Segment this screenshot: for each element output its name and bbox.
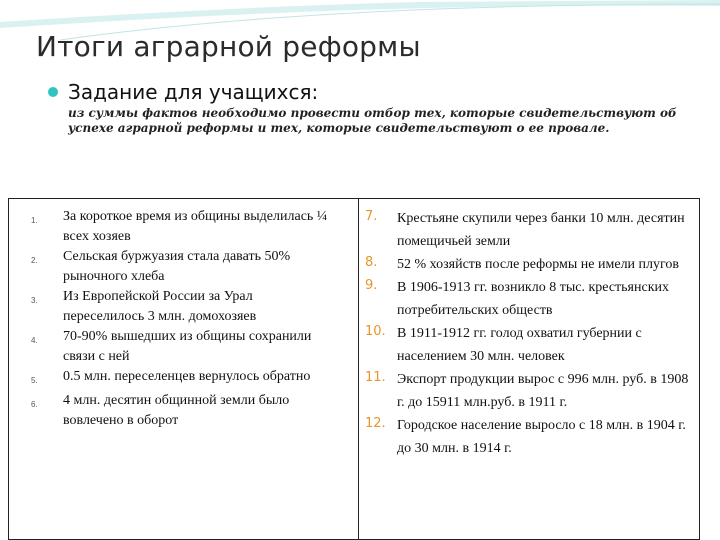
item-number: 1. <box>31 216 38 225</box>
item-number: 11. <box>365 370 386 385</box>
list-item <box>9 287 358 327</box>
list-item <box>359 253 699 276</box>
item-number: 5. <box>31 376 38 385</box>
list-item <box>359 368 699 414</box>
item-number: 6. <box>31 400 38 409</box>
item-text: 52 % хозяйств после реформы не имели плугов <box>397 257 680 272</box>
task-bullet <box>48 80 318 104</box>
list-item <box>9 367 358 391</box>
list-item <box>9 391 358 431</box>
item-number: 2. <box>31 256 38 265</box>
item-text: Сельская буржуазия стала давать 50% рыночного хлеба <box>63 249 291 284</box>
item-text: 70-90% вышедших из общины сохранили связи с ней <box>63 329 312 364</box>
item-number: 3. <box>31 296 38 305</box>
item-text: 4 млн. десятин общинной земли было вовлечено в оборот <box>63 393 290 428</box>
task-label: Задание для учащихся: <box>68 80 319 104</box>
list-item <box>9 327 358 367</box>
item-number: 4. <box>31 336 38 345</box>
item-text: Городское население выросло с 18 млн. в 1904 г. до 30 млн. в 1914 г. <box>397 418 686 456</box>
list-item <box>359 207 699 253</box>
list-item <box>9 207 358 247</box>
page-title: Итоги аграрной реформы <box>36 30 421 63</box>
facts-column-right <box>359 199 699 539</box>
item-text: 0.5 млн. переселенцев вернулось обратно <box>63 369 311 384</box>
list-item <box>359 276 699 322</box>
item-text: Из Европейской России за Урал переселилось 3 млн. домохозяев <box>63 289 257 324</box>
facts-table <box>8 198 700 540</box>
list-item <box>9 247 358 287</box>
item-text: Крестьяне скупили через банки 10 млн. десятин помещичьей земли <box>397 211 685 249</box>
item-text: В 1911-1912 гг. голод охватил губернии с населением 30 млн. человек <box>397 326 642 364</box>
item-number: 12. <box>365 416 386 431</box>
item-text: За короткое время из общины выделилась ¼ всех хозяев <box>63 209 328 244</box>
task-description: из суммы фактов необходимо провести отбор тех, которые свидетельствуют об успехе аграрной реформы и тех, которые свидетельствуют о ее провале. <box>68 106 677 135</box>
item-number: 7. <box>365 209 378 224</box>
item-number: 9. <box>365 278 378 293</box>
facts-column-left <box>9 199 359 539</box>
item-text: В 1906-1913 гг. возникло 8 тыс. крестьянских потребительских обществ <box>397 280 669 318</box>
list-item <box>359 414 699 460</box>
item-number: 8. <box>365 255 378 270</box>
bullet-dot-icon <box>48 87 58 97</box>
list-item <box>359 322 699 368</box>
item-text: Экспорт продукции вырос с 996 млн. руб. в 1908 г. до 15911 млн.руб. в 1911 г. <box>397 372 689 410</box>
item-number: 10. <box>365 324 386 339</box>
